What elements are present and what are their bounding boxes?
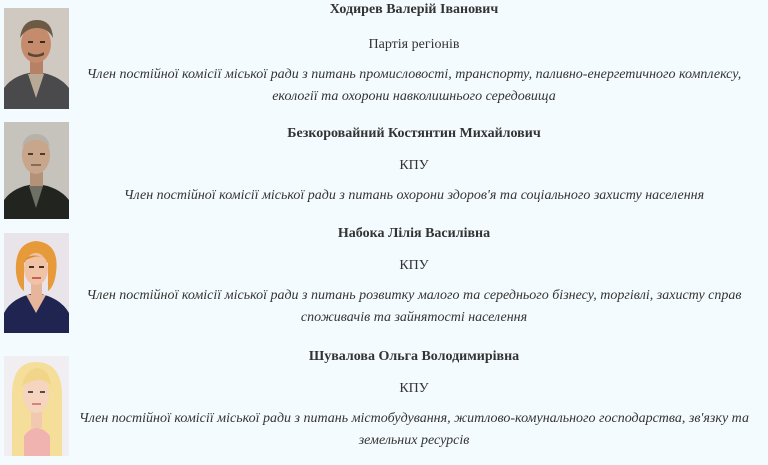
member-info: [74, 125, 754, 207]
member-role: Член постійної комісії міської ради з питань промисловості, транспорту, паливно-енергетичного комплексу, екології та охорони навколишнього середовища: [86, 67, 742, 104]
member-party: КПУ: [399, 158, 429, 173]
member-info: [74, 348, 754, 452]
member-info: [74, 225, 754, 329]
member-role: Член постійної комісії міської ради з питань розвитку малого та середнього бізнесу, торгівлі, захисту справ споживачів та зайнятості населення: [86, 288, 742, 325]
member-party: КПУ: [399, 381, 429, 396]
member-photo: [4, 8, 69, 109]
member-photo: [4, 233, 69, 333]
member-info: [74, 1, 754, 108]
member-name: Безкоровайний Костянтин Михайлович: [287, 126, 541, 141]
member-party: Партія регіонів: [368, 37, 460, 52]
member-name: Шувалова Ольга Володимирівна: [308, 349, 520, 364]
member-role: Член постійної комісії міської ради з питань охорони здоров'я та соціального захисту населення: [123, 188, 705, 203]
member-party: КПУ: [399, 258, 429, 273]
member-role: Член постійної комісії міської ради з питань містобудування, житлово-комунального господарства, зв'язку та земельних ресурсів: [79, 411, 749, 448]
member-photo: [4, 122, 69, 219]
member-name: Ходирев Валерій Іванович: [329, 2, 499, 17]
member-photo: [4, 356, 69, 456]
member-name: Набока Лілія Василівна: [337, 226, 491, 241]
